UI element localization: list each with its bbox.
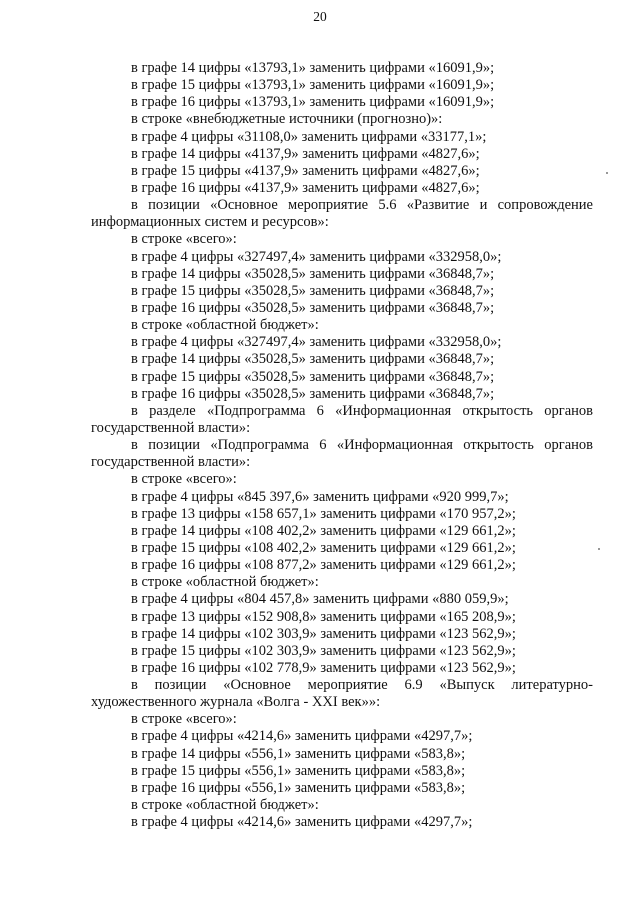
- text-line: в строке «всего»:: [131, 231, 237, 248]
- text-line: в строке «областной бюджет»:: [131, 317, 319, 334]
- text-line: в графе 14 цифры «108 402,2» заменить цифрами «129 661,2»;: [131, 522, 516, 539]
- text-line: в графе 16 цифры «4137,9» заменить цифрами «4827,6»;: [131, 179, 480, 196]
- text-line: в графе 16 цифры «35028,5» заменить цифрами «36848,7»;: [131, 385, 495, 402]
- text-line: в графе 14 цифры «102 303,9» заменить цифрами «123 562,9»;: [131, 625, 516, 642]
- text-line: в разделе «Подпрограмма 6 «Информационная открытость органов: [131, 402, 593, 419]
- text-line: информационных систем и ресурсов»:: [91, 214, 329, 231]
- text-line: в графе 15 цифры «35028,5» заменить цифрами «36848,7»;: [131, 282, 495, 299]
- text-line: в графе 16 цифры «35028,5» заменить цифрами «36848,7»;: [131, 299, 495, 316]
- text-line: государственной власти»:: [91, 419, 251, 436]
- text-line: в графе 13 цифры «158 657,1» заменить цифрами «170 957,2»;: [131, 505, 516, 522]
- text-line: в графе 4 цифры «327497,4» заменить цифрами «332958,0»;: [131, 334, 502, 351]
- page-number: 20: [313, 9, 327, 24]
- text-line: в графе 14 цифры «35028,5» заменить цифрами «36848,7»;: [131, 351, 495, 368]
- text-line: в графе 4 цифры «327497,4» заменить цифрами «332958,0»;: [131, 248, 502, 265]
- text-line: в графе 4 цифры «845 397,6» заменить цифрами «920 999,7»;: [131, 488, 509, 505]
- text-line: в графе 14 цифры «13793,1» заменить цифрами «16091,9»;: [131, 60, 495, 76]
- text-line: в строке «внебюджетные источники (прогнозно)»:: [131, 111, 443, 128]
- text-line: в графе 14 цифры «4137,9» заменить цифрами «4827,6»;: [131, 145, 480, 162]
- text-line: в позиции «Основное мероприятие 5.6 «Развитие и сопровождение: [131, 197, 593, 214]
- text-line: в графе 14 цифры «35028,5» заменить цифрами «36848,7»;: [131, 265, 495, 282]
- text-line: государственной власти»:: [91, 454, 251, 471]
- text-line: в графе 4 цифры «4214,6» заменить цифрами «4297,7»;: [131, 814, 473, 831]
- text-line: в графе 15 цифры «102 303,9» заменить цифрами «123 562,9»;: [131, 642, 516, 659]
- text-line: в графе 13 цифры «152 908,8» заменить цифрами «165 208,9»;: [131, 608, 516, 625]
- text-line: в графе 15 цифры «556,1» заменить цифрами «583,8»;: [131, 762, 466, 779]
- text-line: в позиции «Подпрограмма 6 «Информационная открытость органов: [131, 437, 593, 454]
- text-line: в графе 4 цифры «4214,6» заменить цифрами «4297,7»;: [131, 728, 473, 745]
- text-line: в графе 16 цифры «108 877,2» заменить цифрами «129 661,2»;: [131, 557, 516, 574]
- text-line: художественного журнала «Волга - XXI век»»:: [91, 694, 381, 711]
- text-line: в графе 15 цифры «4137,9» заменить цифрами «4827,6»;: [131, 162, 480, 179]
- text-line: в графе 16 цифры «102 778,9» заменить цифрами «123 562,9»;: [131, 659, 516, 676]
- text-line: в графе 16 цифры «556,1» заменить цифрами «583,8»;: [131, 779, 466, 796]
- scan-speck: [606, 172, 608, 174]
- text-line: в графе 15 цифры «35028,5» заменить цифрами «36848,7»;: [131, 368, 495, 385]
- text-line: в графе 4 цифры «31108,0» заменить цифрами «33177,1»;: [131, 128, 487, 145]
- text-line: в графе 15 цифры «108 402,2» заменить цифрами «129 661,2»;: [131, 539, 516, 556]
- text-line: в строке «областной бюджет»:: [131, 797, 319, 814]
- text-line: в графе 16 цифры «13793,1» заменить цифрами «16091,9»;: [131, 94, 495, 111]
- document-body: [91, 60, 593, 831]
- text-line: в графе 4 цифры «804 457,8» заменить цифрами «880 059,9»;: [131, 591, 509, 608]
- text-line: в позиции «Основное мероприятие 6.9 «Выпуск литературно-: [131, 677, 593, 694]
- text-line: в строке «всего»:: [131, 471, 237, 488]
- text-line: в строке «всего»:: [131, 711, 237, 728]
- text-line: в строке «областной бюджет»:: [131, 574, 319, 591]
- scan-speck: [598, 548, 600, 550]
- text-line: в графе 15 цифры «13793,1» заменить цифрами «16091,9»;: [131, 77, 495, 94]
- text-line: в графе 14 цифры «556,1» заменить цифрами «583,8»;: [131, 745, 466, 762]
